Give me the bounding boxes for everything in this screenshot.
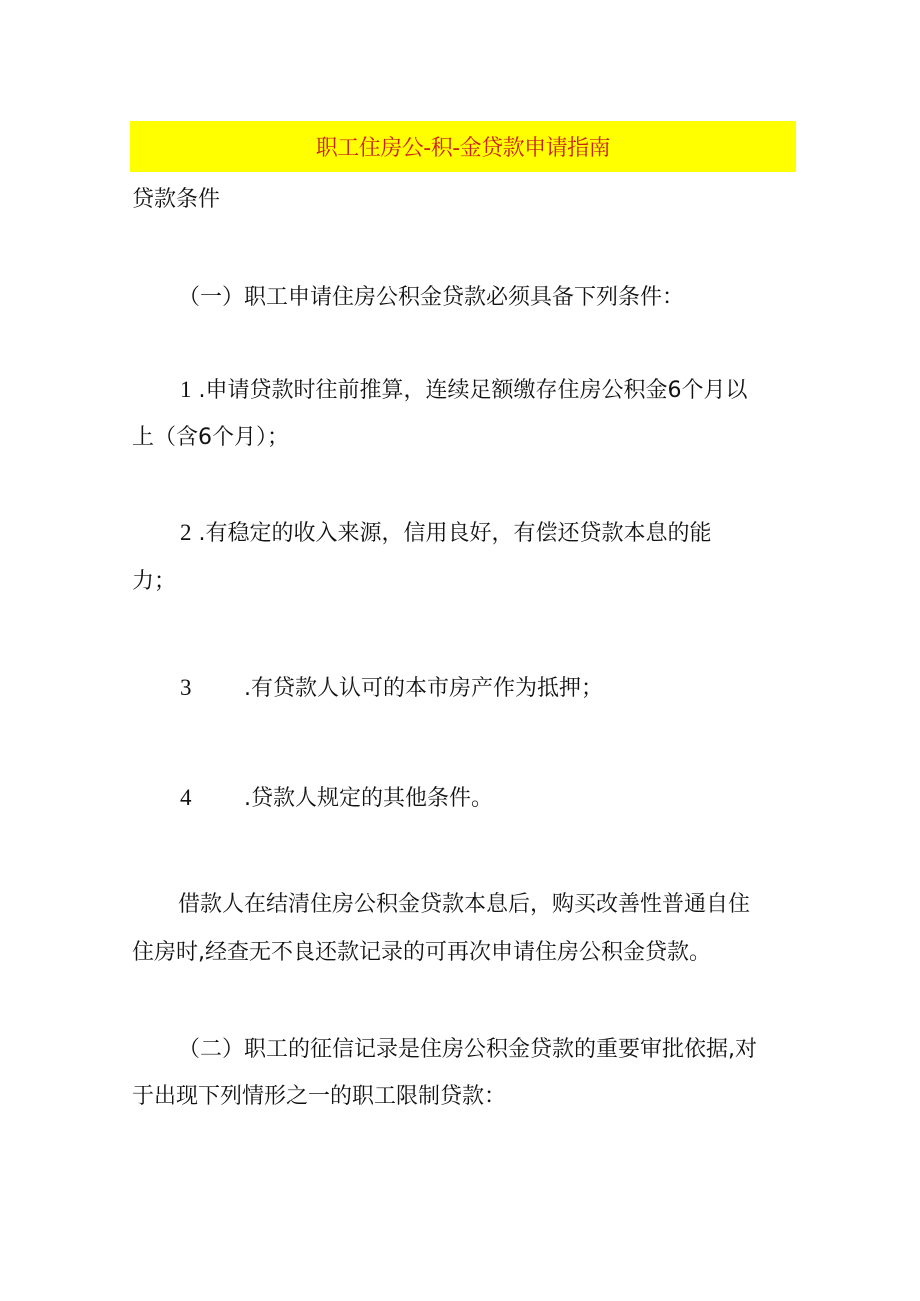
item1-text: .申请贷款时往前推算，连续足额缴存住房公积金6个月以 — [198, 378, 748, 403]
item1-number: 1 — [180, 377, 192, 402]
paragraph-line2: 住房时,经查无不良还款记录的可再次申请住房公积金贷款。 — [132, 940, 711, 965]
item1-line2: 上（含6个月）； — [132, 425, 289, 450]
item2-number: 2 — [180, 520, 192, 545]
item1-line1 — [180, 375, 748, 406]
section2-line1: （二）职工的征信记录是住房公积金贷款的重要审批依据,对 — [178, 1037, 757, 1062]
section-heading: 贷款条件 — [132, 187, 221, 212]
section1-intro: （一）职工申请住房公积金贷款必须具备下列条件： — [178, 285, 685, 310]
section2-line2: 于出现下列情形之一的职工限制贷款： — [132, 1084, 507, 1109]
document-title: 职工住房公-积-金贷款申请指南 — [315, 136, 611, 161]
item4-text: .贷款人规定的其他条件。 — [244, 786, 493, 811]
item4-number: 4 — [180, 785, 192, 810]
item3-text: .有贷款人认可的本市房产作为抵押； — [244, 676, 603, 701]
item3-line — [180, 673, 603, 704]
title-banner — [130, 121, 796, 172]
paragraph-line1: 借款人在结清住房公积金贷款本息后，购买改善性普通自住 — [178, 892, 751, 917]
item4-line — [180, 783, 493, 814]
item2-text: .有稳定的收入来源，信用良好，有偿还贷款本息的能 — [198, 521, 712, 546]
item3-number: 3 — [180, 675, 192, 700]
item2-line1 — [180, 518, 712, 549]
item2-line2: 力； — [132, 569, 177, 594]
